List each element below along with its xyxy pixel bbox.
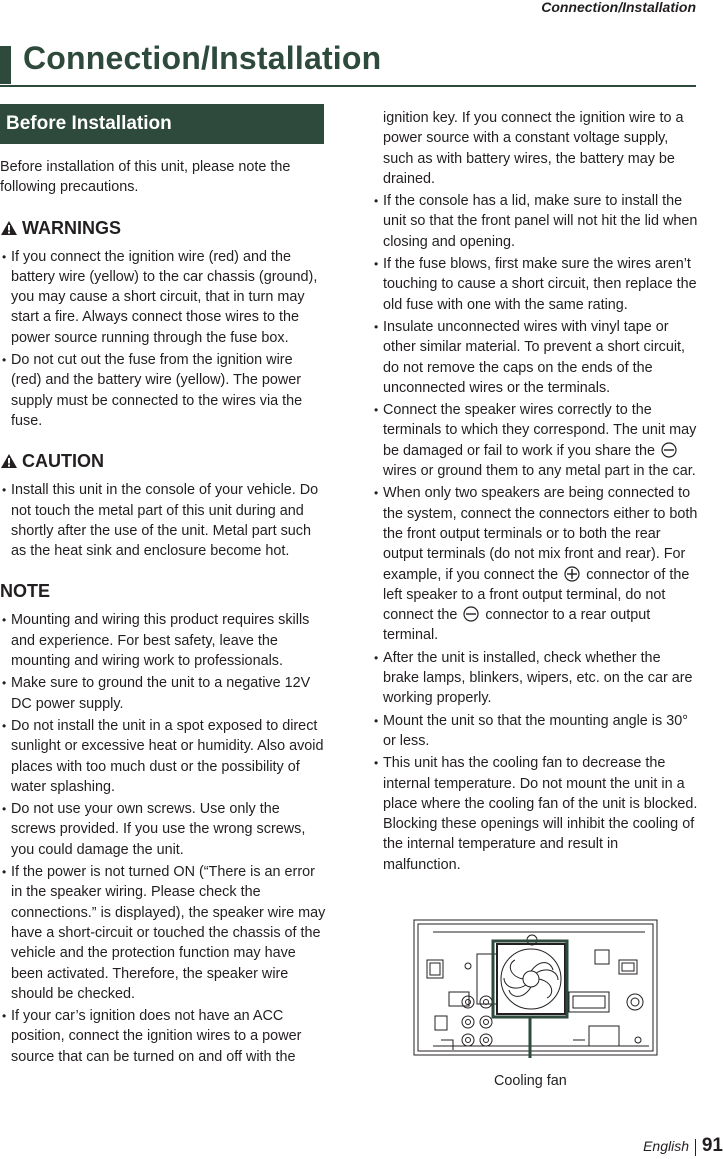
- list-item: • After the unit is installed, check whether the brake lamps, blinkers, wipers, etc. on the car are working properly.: [372, 648, 698, 709]
- speaker-text-1: Connect the speaker wires correctly to the terminals to which they correspond. The unit may be damaged or fail to work if you share the: [383, 402, 697, 459]
- caution-list: [0, 480, 326, 561]
- list-item-speaker-wires: [372, 400, 698, 481]
- caution-heading-text: CAUTION: [22, 451, 104, 472]
- list-item: • If your car’s ignition does not have an ACC position, connect the ignition wires to a power source that can be turned on and off with the: [0, 1006, 326, 1067]
- right-column: [372, 108, 698, 877]
- warning-triangle-icon: [0, 453, 18, 469]
- list-item: • Do not cut out the fuse from the ignition wire (red) and the battery wire (yellow). The power supply must be connected to the wires via the fuse.: [0, 350, 326, 431]
- running-header: Connection/Installation: [541, 0, 696, 15]
- note-list-continued: [372, 191, 698, 875]
- list-item: • If the power is not turned ON (“There is an error in the speaker wiring. Please check the connections.” is displayed), the speaker wire may have a short-circuit or touched the chassis of the vehicle and the protection function may have been activated. Therefore, the speaker wire should be checked.: [0, 862, 326, 1004]
- two-speakers-text-2: connector of the left speaker to a front output terminal, do not connect the: [383, 566, 690, 624]
- footer-separator: [695, 1139, 696, 1156]
- minus-terminal-icon: [463, 606, 479, 622]
- list-item: • Insulate unconnected wires with vinyl tape or other similar material. To prevent a short circuit, do not remove the caps on the ends of the unconnected wires or the terminals.: [372, 317, 698, 398]
- section-title: Before Installation: [0, 104, 324, 144]
- title-rule: [0, 85, 696, 87]
- warning-triangle-icon: [0, 220, 18, 236]
- list-item-two-speakers: [372, 483, 698, 645]
- note-heading: NOTE: [0, 581, 51, 602]
- title-accent-bar: [0, 46, 11, 84]
- footer-language: English: [643, 1138, 689, 1154]
- speaker-text-2: wires or ground them to any metal part in the car.: [383, 463, 696, 480]
- minus-terminal-icon: [661, 442, 677, 458]
- list-item: • If the fuse blows, first make sure the wires aren’t touching to cause a short circuit, then replace the old fuse with one with the same rating.: [372, 254, 698, 315]
- note-list: [0, 610, 326, 1067]
- list-item: • Install this unit in the console of your vehicle. Do not touch the metal part of this unit during and shortly after the use of the unit. Metal part such as the heat sink and enclosure become hot.: [0, 480, 326, 561]
- list-item: • Do not install the unit in a spot exposed to direct sunlight or excessive heat or humidity. Also avoid places with too much dust or the possibility of water splashing.: [0, 716, 326, 797]
- cooling-fan-figure: [413, 918, 659, 1058]
- page-title: Connection/Installation: [23, 40, 382, 76]
- warnings-list: [0, 247, 326, 432]
- list-item: • Mounting and wiring this product requires skills and experience. For best safety, leave the mounting and wiring work to professionals.: [0, 610, 326, 671]
- caution-heading: [0, 449, 326, 473]
- page-number: 91: [701, 1135, 723, 1156]
- list-item: • Do not use your own screws. Use only the screws provided. If you use the wrong screws, you could damage the unit.: [0, 799, 326, 860]
- plus-terminal-icon: [564, 566, 580, 582]
- list-item: • If you connect the ignition wire (red) and the battery wire (yellow) to the car chassis (ground), you may cause a short circuit, that in turn may start a fire. Always connect those wires to the power source running through the fuse box.: [0, 247, 326, 348]
- list-item: • Make sure to ground the unit to a negative 12V DC power supply.: [0, 673, 326, 714]
- warnings-heading-text: WARNINGS: [22, 217, 121, 238]
- list-item-continued: ignition key. If you connect the ignition wire to a power source with a constant voltage supply, such as with battery wires, the battery may be drained.: [383, 110, 684, 187]
- figure-caption: Cooling fan: [494, 1073, 567, 1089]
- list-item: • If the console has a lid, make sure to install the unit so that the front panel will not hit the lid when closing and opening.: [372, 191, 698, 252]
- list-item: • Mount the unit so that the mounting angle is 30° or less.: [372, 711, 698, 752]
- two-speakers-text-3: connector to a rear output terminal.: [383, 607, 651, 644]
- intro-text: Before installation of this unit, please note the following precautions.: [0, 159, 291, 196]
- warnings-heading: [0, 216, 326, 240]
- list-item: • This unit has the cooling fan to decrease the internal temperature. Do not mount the unit in a place where the cooling fan of the unit is blocked. Blocking these openings will inhibit the cooling of the internal temperature and result in malfunction.: [372, 753, 698, 875]
- left-column: [0, 104, 326, 1085]
- two-speakers-text-1: When only two speakers are being connected to the system, connect the connectors either to both the front output terminals or to both the rear output terminals (do not mix front and rear). For example, if you connect the: [383, 485, 698, 583]
